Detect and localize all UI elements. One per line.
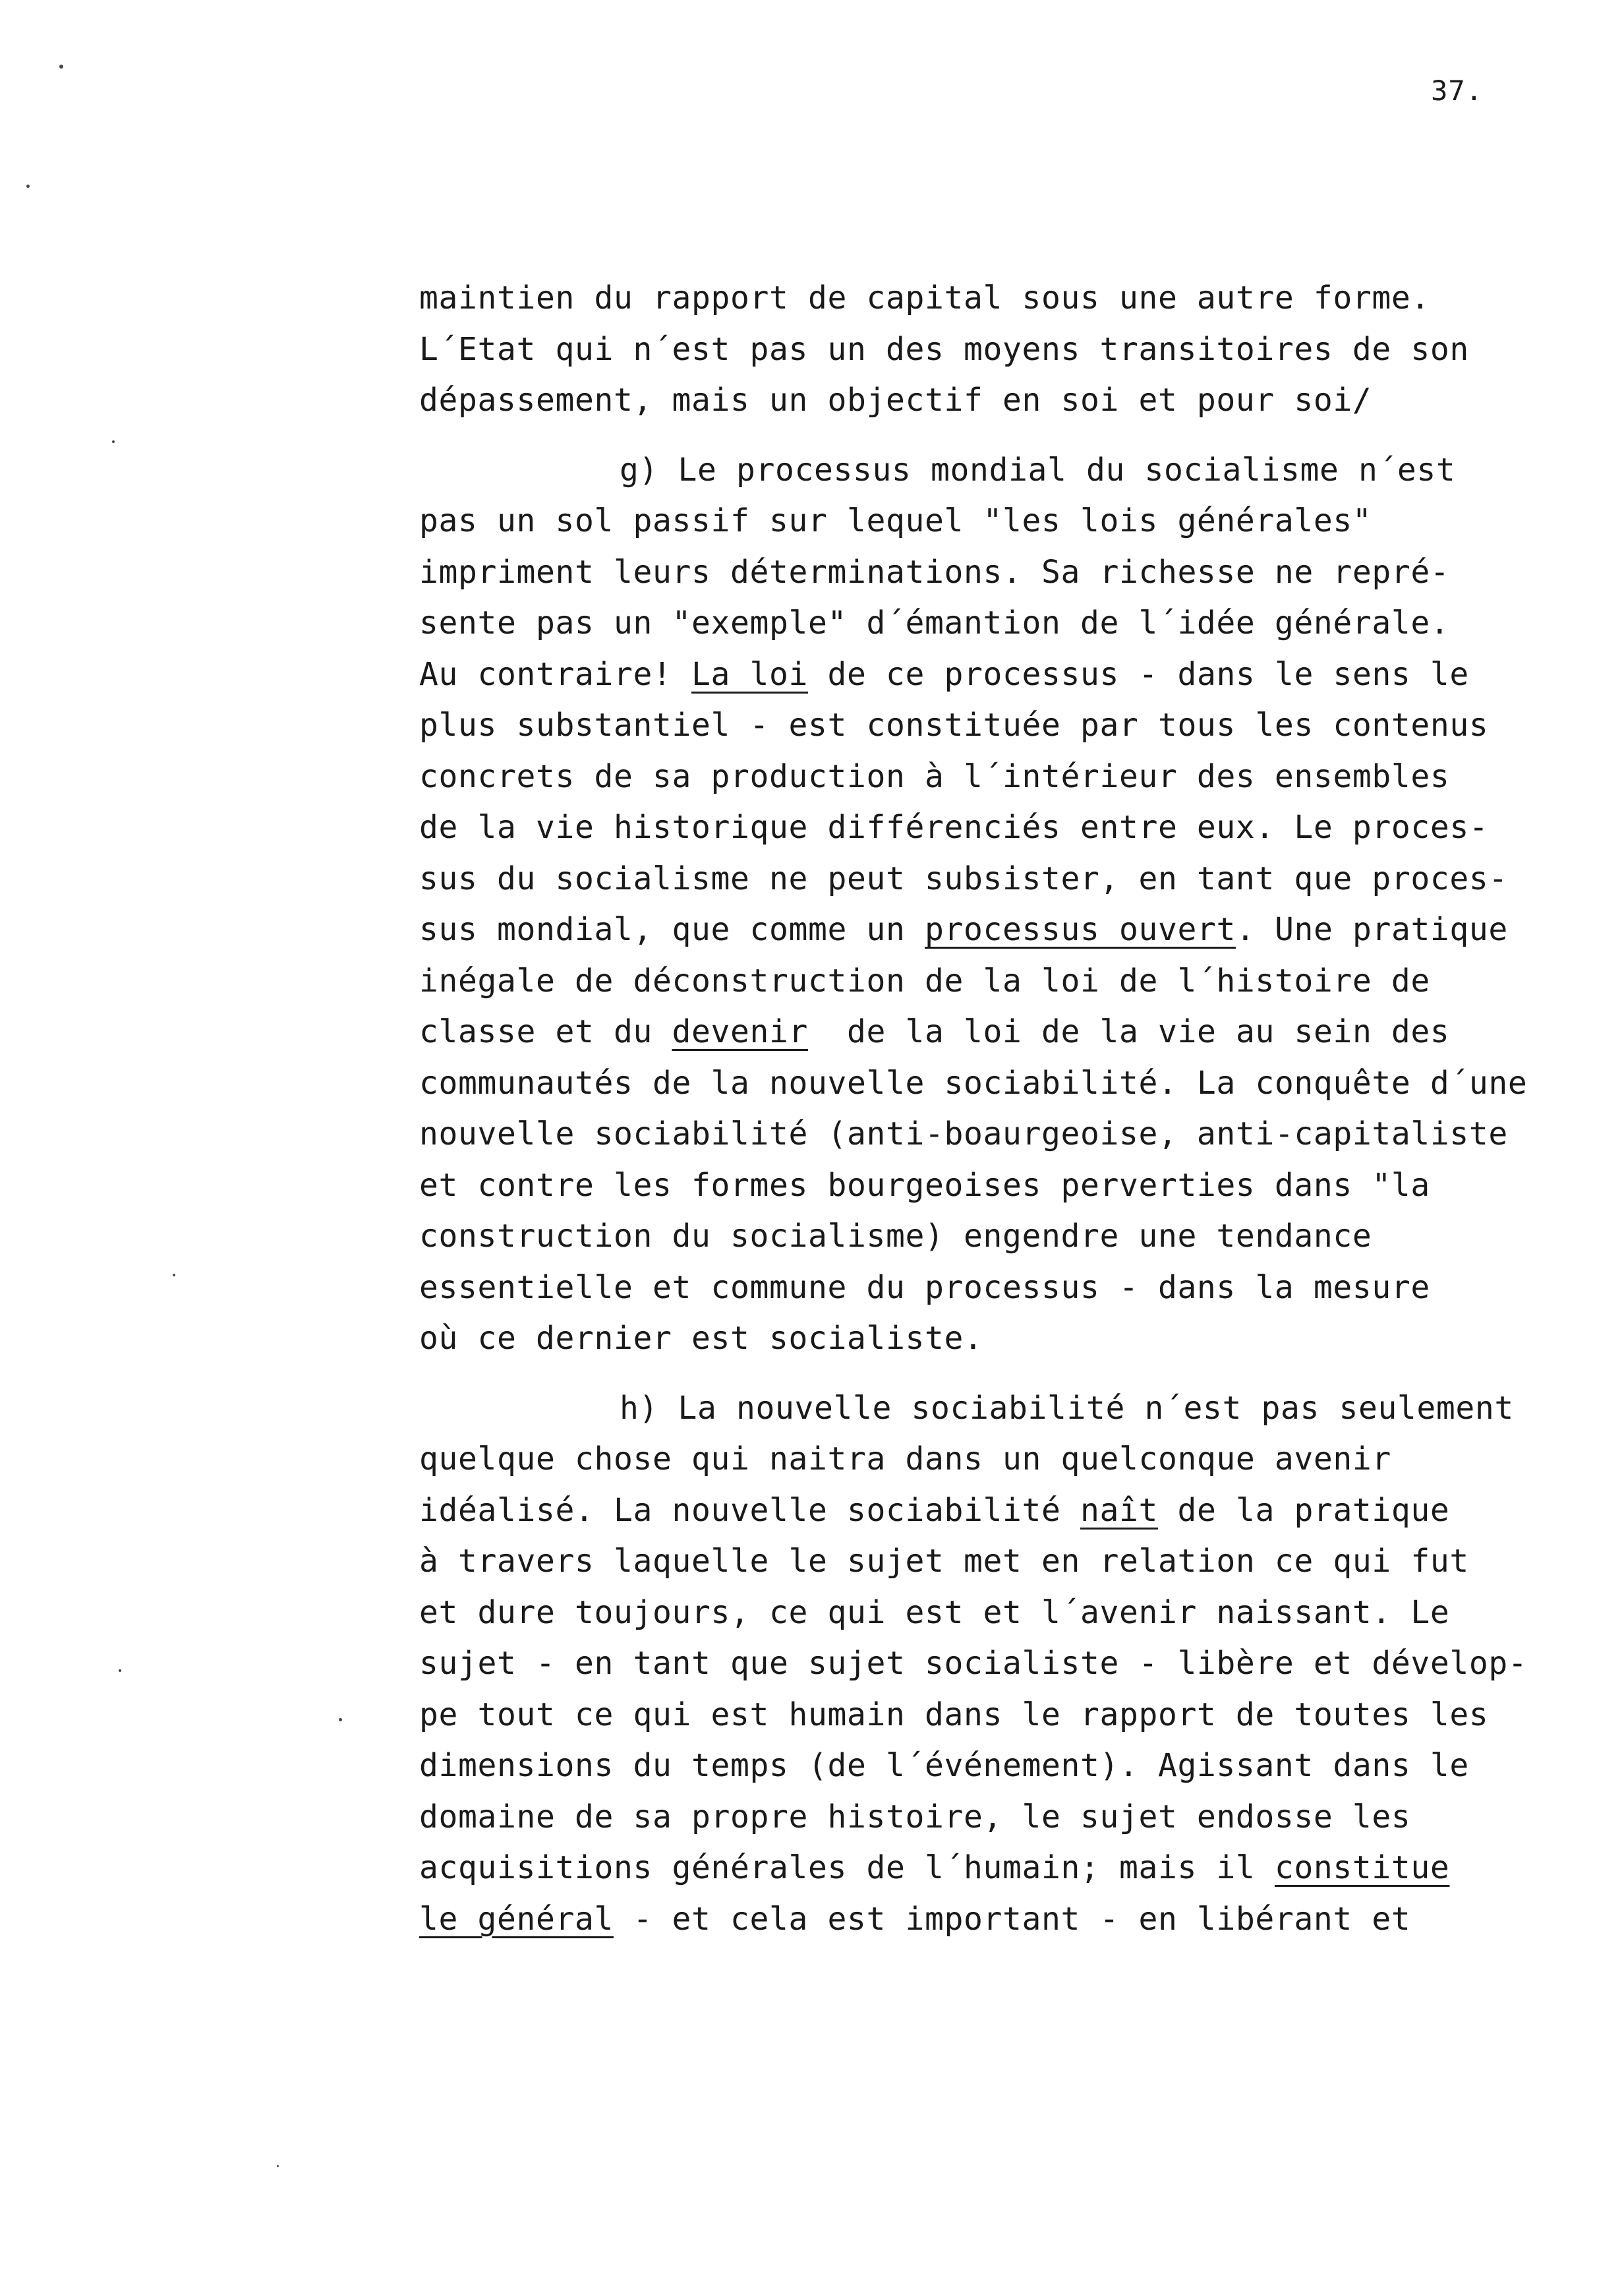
- text-run: classe et du: [419, 1013, 672, 1050]
- text-line: [419, 752, 1566, 803]
- paragraph-gap: [419, 427, 1566, 445]
- text-run: sus mondial, que comme un: [419, 911, 925, 948]
- text-run: pas un sol passif sur lequel "les lois générales": [419, 502, 1372, 539]
- text-run: h) La nouvelle sociabilité n´est pas seulement: [620, 1389, 1514, 1427]
- text-run: de la loi de la vie au sein des: [807, 1013, 1450, 1050]
- scan-speck: [173, 1274, 175, 1276]
- text-line: [419, 496, 1566, 547]
- text-line: [419, 1843, 1566, 1894]
- scan-speck: [277, 2165, 279, 2167]
- underlined-phrase: constitue: [1274, 1849, 1450, 1886]
- text-line: [419, 1434, 1566, 1485]
- text-run: où ce dernier est socialiste.: [419, 1320, 983, 1357]
- text-run: de la pratique: [1157, 1491, 1450, 1529]
- text-line: [419, 1894, 1566, 1946]
- paragraph-gap: [419, 1365, 1566, 1383]
- text-line: [419, 375, 1566, 427]
- text-run: concrets de sa production à l´intérieur des ensembles: [419, 758, 1450, 795]
- text-line: [419, 1740, 1566, 1792]
- text-run: acquisitions générales de l´humain; mais il: [419, 1849, 1275, 1886]
- text-run: idéalisé. La nouvelle sociabilité: [419, 1491, 1080, 1529]
- text-run: . Une pratique: [1235, 911, 1508, 948]
- text-line: [419, 445, 1566, 496]
- page-number: 37.: [1431, 74, 1483, 107]
- scan-speck: [339, 1718, 342, 1721]
- text-line: [419, 1007, 1566, 1058]
- text-line: [419, 1536, 1566, 1588]
- text-line: [419, 547, 1566, 599]
- text-line: [419, 802, 1566, 854]
- text-line: [419, 1588, 1566, 1639]
- text-run: et contre les formes bourgeoises perverties dans "la: [419, 1166, 1430, 1204]
- text-line: [419, 854, 1566, 905]
- text-run: et dure toujours, ce qui est et l´avenir naissant. Le: [419, 1593, 1450, 1631]
- text-run: de la vie historique différenciés entre eux. Le proces-: [419, 809, 1489, 846]
- text-run: de ce processus - dans le sens le: [807, 655, 1469, 693]
- underlined-phrase: processus ouvert: [924, 911, 1236, 948]
- text-run: sente pas un "exemple" d´émantion de l´idée générale.: [419, 605, 1450, 641]
- text-run: maintien du rapport de capital sous une autre forme.: [419, 280, 1430, 316]
- scan-speck: [26, 185, 30, 188]
- text-run: - et cela est important - en libérant et: [613, 1900, 1411, 1938]
- text-line: [419, 273, 1566, 324]
- text-run: nouvelle sociabilité (anti-boaurgeoise, anti-capitaliste: [419, 1115, 1508, 1152]
- text-run: quelque chose qui naitra dans un quelconque avenir: [419, 1441, 1391, 1477]
- text-run: L´Etat qui n´est pas un des moyens transitoires de son: [419, 330, 1469, 368]
- text-run: essentielle et commune du processus - dans la mesure: [419, 1268, 1430, 1306]
- text-run: Au contraire!: [419, 655, 691, 693]
- body-text: [419, 273, 1566, 1945]
- text-line: [419, 1383, 1566, 1435]
- text-line: [419, 1313, 1566, 1365]
- text-line: [419, 324, 1566, 376]
- text-line: [419, 649, 1566, 701]
- text-run: domaine de sa propre histoire, le sujet endosse les: [419, 1798, 1411, 1835]
- underlined-phrase: le général: [419, 1900, 614, 1938]
- text-run: communautés de la nouvelle sociabilité. La conquête d´une: [419, 1064, 1528, 1102]
- text-line: [419, 1263, 1566, 1314]
- text-run: pe tout ce qui est humain dans le rapport de toutes les: [419, 1696, 1489, 1733]
- text-run: à travers laquelle le sujet met en relation ce qui fut: [419, 1543, 1469, 1580]
- text-line: [419, 1638, 1566, 1690]
- underlined-phrase: devenir: [672, 1013, 808, 1050]
- text-line: [419, 1109, 1566, 1160]
- text-line: [419, 1058, 1566, 1110]
- paragraph-continuation: [419, 273, 1566, 427]
- text-run: inégale de déconstruction de la loi de l´histoire de: [419, 962, 1430, 999]
- text-run: sujet - en tant que sujet socialiste - libère et dévelop-: [419, 1645, 1528, 1682]
- text-line: [419, 1792, 1566, 1843]
- text-line: [419, 1485, 1566, 1537]
- text-run: dimensions du temps (de l´événement). Agissant dans le: [419, 1747, 1469, 1784]
- text-run: plus substantiel - est constituée par tous les contenus: [419, 707, 1489, 744]
- scan-speck: [59, 65, 63, 69]
- underlined-phrase: La loi: [691, 655, 808, 693]
- text-run: construction du socialisme) engendre une tendance: [419, 1218, 1372, 1255]
- scan-speck: [112, 440, 115, 443]
- text-run: impriment leurs déterminations. Sa richesse ne repré-: [419, 553, 1450, 591]
- underlined-phrase: naît: [1080, 1491, 1158, 1529]
- paragraph-g: [419, 445, 1566, 1365]
- text-line: [419, 956, 1566, 1007]
- text-line: [419, 1160, 1566, 1212]
- scan-speck: [119, 1669, 121, 1672]
- text-run: g) Le processus mondial du socialisme n´est: [620, 451, 1456, 489]
- text-line: [419, 1690, 1566, 1741]
- text-line: [419, 1211, 1566, 1263]
- text-line: [419, 905, 1566, 956]
- paragraph-h: [419, 1383, 1566, 1946]
- text-run: sus du socialisme ne peut subsister, en tant que proces-: [419, 860, 1508, 897]
- text-line: [419, 598, 1566, 649]
- text-run: dépassement, mais un objectif en soi et pour soi/: [419, 382, 1372, 419]
- text-line: [419, 700, 1566, 752]
